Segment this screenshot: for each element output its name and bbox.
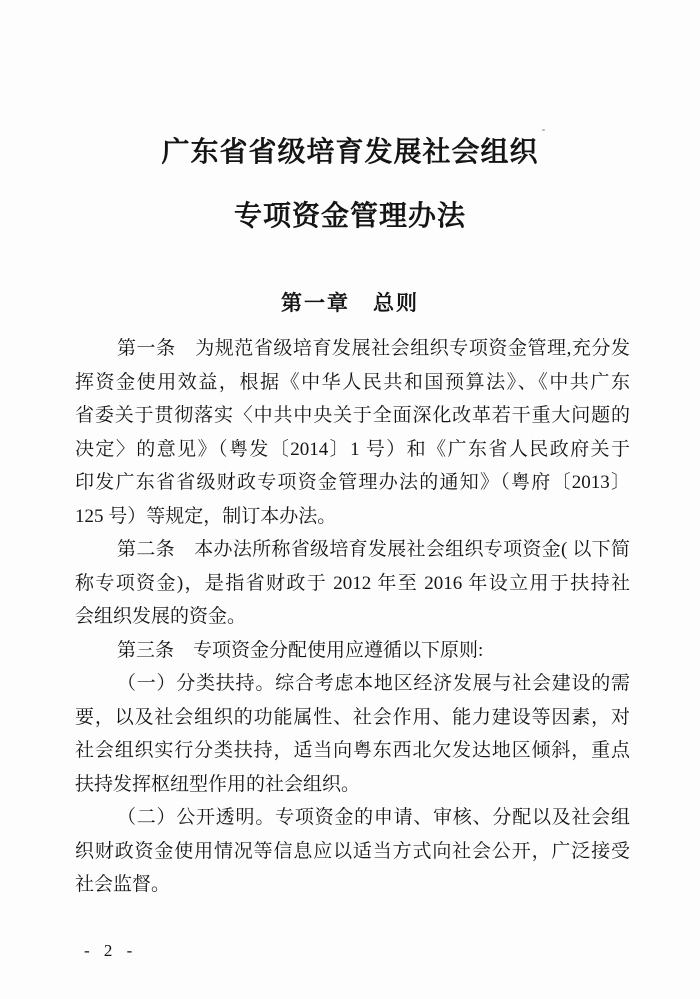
text-line: 省委关于贯彻落实〈中共中央关于全面深化改革若干重大问题的 (75, 405, 630, 426)
text-line: （一）分类扶持。综合考虑本地区经济发展与社会建设的需 (117, 673, 630, 694)
text-line: 织财政资金使用情况等信息应以适当方式向社会公开，广泛接受 (75, 840, 630, 862)
chapter-heading: 第一章 总则 (281, 291, 419, 315)
text-line: 第一条 为规范省级培育发展社会组织专项资金管理,充分发 (117, 338, 630, 359)
text-line: 第三条 专项资金分配使用应遵循以下原则: (117, 639, 484, 661)
text-line: （二）公开透明。专项资金的申请、审核、分配以及社会组 (117, 807, 630, 828)
text-line: 第二条 本办法所称省级培育发展社会组织专项资金( 以下简 (117, 539, 630, 560)
text-line: 要，以及社会组织的功能属性、社会作用、能力建设等因素，对 (75, 706, 630, 728)
text-line: 125 号）等规定，制订本办法。 (75, 505, 337, 527)
text-line: 挥资金使用效益，根据《中华人民共和国预算法》、《中共广东 (75, 371, 630, 393)
scan-speck (542, 129, 545, 131)
text-line: 社会监督。 (75, 874, 171, 895)
document-body (0, 332, 700, 902)
text-line: 会组织发展的资金。 (75, 606, 247, 627)
document-title-line2: 专项资金管理办法 (233, 201, 466, 232)
document-title-line1: 广东省省级培育发展社会组织 (161, 137, 539, 168)
text-line: 社会组织实行分类扶持，适当向粤东西北欠发达地区倾斜，重点 (75, 740, 630, 761)
text-line: 称专项资金)，是指省财政于 2012 年至 2016 年设立用于扶持社 (75, 572, 630, 594)
text-line: 决定〉的意见》（粤发〔2014〕1 号）和《广东省人民政府关于 (75, 438, 630, 460)
page-number: - 2 - (84, 941, 138, 960)
text-line: 扶持发挥枢纽型作用的社会组织。 (75, 773, 361, 795)
text-line: 印发广东省省级财政专项资金管理办法的通知》（粤府〔2013〕 (75, 472, 630, 493)
